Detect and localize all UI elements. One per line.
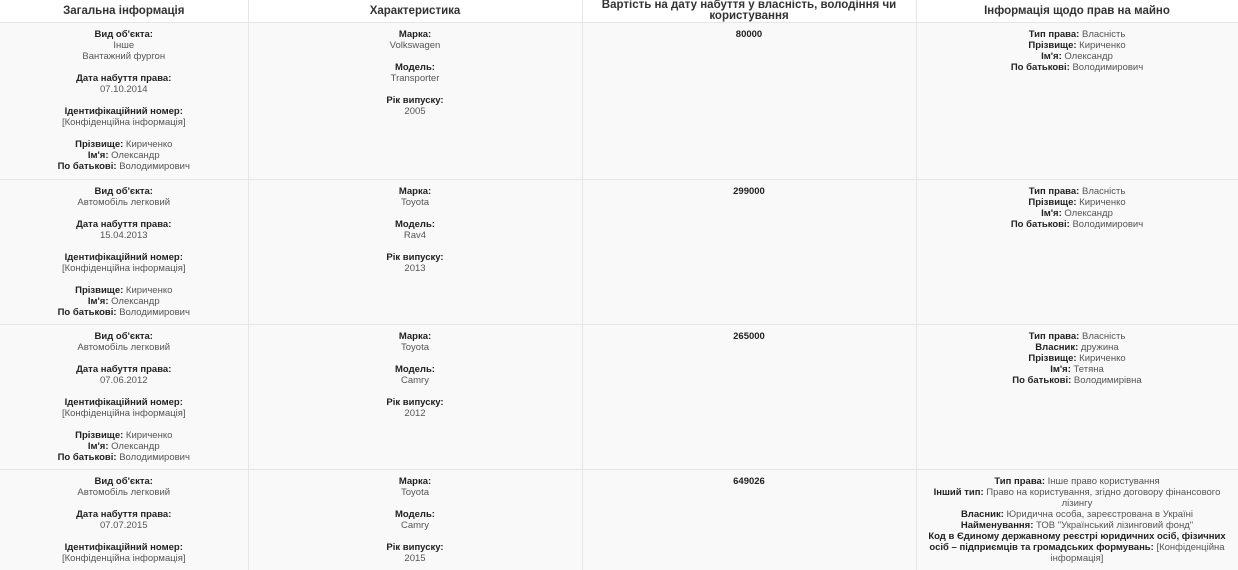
id-value: [Конфіденційна інформація] bbox=[4, 408, 244, 419]
value-amount: 80000 bbox=[587, 29, 912, 40]
id-value: [Конфіденційна інформація] bbox=[4, 553, 244, 564]
entity-name-value: ТОВ "Український лізинговий фонд" bbox=[1036, 520, 1193, 531]
rights-info-cell bbox=[916, 325, 1238, 470]
characteristics-cell bbox=[248, 325, 582, 470]
surname-label: Прізвище: bbox=[1028, 353, 1076, 364]
id-label: Ідентифікаційний номер: bbox=[4, 397, 244, 408]
patronymic-value: Володимирович bbox=[1072, 219, 1143, 230]
model-value: Camry bbox=[253, 520, 578, 531]
year-label: Рік випуску: bbox=[253, 252, 578, 263]
right-type-label: Тип права: bbox=[1029, 331, 1080, 342]
model-value: Transporter bbox=[253, 73, 578, 84]
surname-label: Прізвище: bbox=[75, 430, 123, 441]
name-label: Ім'я: bbox=[88, 150, 109, 161]
brand-label: Марка: bbox=[253, 186, 578, 197]
value-cell bbox=[582, 470, 916, 570]
patronymic-value: Володимирівна bbox=[1074, 375, 1142, 386]
value-cell bbox=[582, 23, 916, 180]
edrpou-label: Код в Єдиному державному реєстрі юридичних осіб, фізичних осіб – підприємців та громадських формувань: bbox=[928, 531, 1225, 553]
patronymic-value: Володимирович bbox=[119, 161, 190, 172]
surname-label: Прізвище: bbox=[1028, 197, 1076, 208]
model-label: Модель: bbox=[253, 219, 578, 230]
patronymic-label: По батькові: bbox=[1012, 375, 1071, 386]
value-cell bbox=[582, 325, 916, 470]
model-value: Rav4 bbox=[253, 230, 578, 241]
date-value: 15.04.2013 bbox=[4, 230, 244, 241]
patronymic-value: Володимирович bbox=[119, 452, 190, 463]
date-label: Дата набуття права: bbox=[4, 73, 244, 84]
right-type-value: Інше право користування bbox=[1048, 476, 1160, 487]
model-value: Camry bbox=[253, 375, 578, 386]
model-label: Модель: bbox=[253, 509, 578, 520]
id-label: Ідентифікаційний номер: bbox=[4, 106, 244, 117]
id-label: Ідентифікаційний номер: bbox=[4, 542, 244, 553]
patronymic-label: По батькові: bbox=[58, 161, 117, 172]
name-label: Ім'я: bbox=[1041, 51, 1062, 62]
owner-value: дружина bbox=[1081, 342, 1119, 353]
name-value: Олександр bbox=[111, 441, 159, 452]
surname-value: Кириченко bbox=[1079, 353, 1125, 364]
right-type-value: Власність bbox=[1082, 29, 1125, 40]
general-info-cell bbox=[0, 23, 248, 180]
surname-value: Кириченко bbox=[126, 285, 172, 296]
patronymic-label: По батькові: bbox=[1011, 62, 1070, 73]
right-type-label: Тип права: bbox=[1029, 29, 1080, 40]
brand-label: Марка: bbox=[253, 29, 578, 40]
value-amount: 649026 bbox=[587, 476, 912, 487]
surname-value: Кириченко bbox=[1079, 197, 1125, 208]
brand-value: Toyota bbox=[253, 342, 578, 353]
owner-label: Власник: bbox=[1035, 342, 1078, 353]
kind-value: Інше bbox=[4, 40, 244, 51]
brand-value: Toyota bbox=[253, 197, 578, 208]
year-value: 2015 bbox=[253, 553, 578, 564]
header-row bbox=[0, 0, 1238, 23]
name-value: Олександр bbox=[111, 296, 159, 307]
surname-value: Кириченко bbox=[126, 430, 172, 441]
general-info-cell bbox=[0, 470, 248, 570]
date-value: 07.07.2015 bbox=[4, 520, 244, 531]
brand-label: Марка: bbox=[253, 476, 578, 487]
rights-info-cell bbox=[916, 23, 1238, 180]
other-type-value: Право на користування, згідно договору фінансового лізингу bbox=[986, 487, 1220, 509]
edrpou-value: [Конфіденційна інформація] bbox=[1051, 542, 1225, 564]
brand-label: Марка: bbox=[253, 331, 578, 342]
surname-value: Кириченко bbox=[126, 139, 172, 150]
year-label: Рік випуску: bbox=[253, 542, 578, 553]
name-value: Тетяна bbox=[1074, 364, 1104, 375]
date-label: Дата набуття права: bbox=[4, 364, 244, 375]
other-type-label: Інший тип: bbox=[934, 487, 984, 498]
table-row bbox=[0, 325, 1238, 470]
model-label: Модель: bbox=[253, 364, 578, 375]
value-amount: 265000 bbox=[587, 331, 912, 342]
kind-label: Вид об'єкта: bbox=[4, 331, 244, 342]
table-row bbox=[0, 470, 1238, 570]
characteristics-cell bbox=[248, 180, 582, 325]
kind-value: Автомобіль легковий bbox=[4, 342, 244, 353]
header-characteristics: Характеристика bbox=[248, 0, 582, 23]
date-value: 07.06.2012 bbox=[4, 375, 244, 386]
general-info-cell bbox=[0, 180, 248, 325]
header-value: Вартість на дату набуття у власність, володіння чи користування bbox=[582, 0, 916, 23]
name-label: Ім'я: bbox=[88, 296, 109, 307]
value-cell bbox=[582, 180, 916, 325]
kind-value: Автомобіль легковий bbox=[4, 487, 244, 498]
surname-value: Кириченко bbox=[1079, 40, 1125, 51]
brand-value: Volkswagen bbox=[253, 40, 578, 51]
surname-label: Прізвище: bbox=[75, 285, 123, 296]
table-row bbox=[0, 180, 1238, 325]
patronymic-label: По батькові: bbox=[58, 452, 117, 463]
patronymic-label: По батькові: bbox=[1011, 219, 1070, 230]
kind-value-2: Вантажний фургон bbox=[4, 51, 244, 62]
rights-info-cell bbox=[916, 180, 1238, 325]
right-type-value: Власність bbox=[1082, 331, 1125, 342]
header-rights-info: Інформація щодо прав на майно bbox=[916, 0, 1238, 23]
characteristics-cell bbox=[248, 23, 582, 180]
surname-label: Прізвище: bbox=[1028, 40, 1076, 51]
rights-info-cell bbox=[916, 470, 1238, 570]
right-type-label: Тип права: bbox=[994, 476, 1045, 487]
right-type-value: Власність bbox=[1082, 186, 1125, 197]
kind-label: Вид об'єкта: bbox=[4, 29, 244, 40]
name-value: Олександр bbox=[111, 150, 159, 161]
surname-label: Прізвище: bbox=[75, 139, 123, 150]
id-value: [Конфіденційна інформація] bbox=[4, 263, 244, 274]
kind-label: Вид об'єкта: bbox=[4, 476, 244, 487]
right-type-label: Тип права: bbox=[1029, 186, 1080, 197]
value-amount: 299000 bbox=[587, 186, 912, 197]
characteristics-cell bbox=[248, 470, 582, 570]
id-label: Ідентифікаційний номер: bbox=[4, 252, 244, 263]
table-row bbox=[0, 23, 1238, 180]
year-value: 2005 bbox=[253, 106, 578, 117]
owner-value: Юридична особа, зареєстрована в Україні bbox=[1007, 509, 1194, 520]
name-value: Олександр bbox=[1064, 208, 1112, 219]
entity-name-label: Найменування: bbox=[961, 520, 1034, 531]
name-label: Ім'я: bbox=[1050, 364, 1071, 375]
name-label: Ім'я: bbox=[1041, 208, 1062, 219]
year-value: 2012 bbox=[253, 408, 578, 419]
name-value: Олександр bbox=[1064, 51, 1112, 62]
owner-label: Власник: bbox=[961, 509, 1004, 520]
date-value: 07.10.2014 bbox=[4, 84, 244, 95]
general-info-cell bbox=[0, 325, 248, 470]
year-label: Рік випуску: bbox=[253, 397, 578, 408]
date-label: Дата набуття права: bbox=[4, 509, 244, 520]
kind-value: Автомобіль легковий bbox=[4, 197, 244, 208]
name-label: Ім'я: bbox=[88, 441, 109, 452]
kind-label: Вид об'єкта: bbox=[4, 186, 244, 197]
model-label: Модель: bbox=[253, 62, 578, 73]
id-value: [Конфіденційна інформація] bbox=[4, 117, 244, 128]
brand-value: Toyota bbox=[253, 487, 578, 498]
header-general-info: Загальна інформація bbox=[0, 0, 248, 23]
patronymic-value: Володимирович bbox=[1072, 62, 1143, 73]
year-value: 2013 bbox=[253, 263, 578, 274]
patronymic-label: По батькові: bbox=[58, 307, 117, 318]
patronymic-value: Володимирович bbox=[119, 307, 190, 318]
date-label: Дата набуття права: bbox=[4, 219, 244, 230]
year-label: Рік випуску: bbox=[253, 95, 578, 106]
